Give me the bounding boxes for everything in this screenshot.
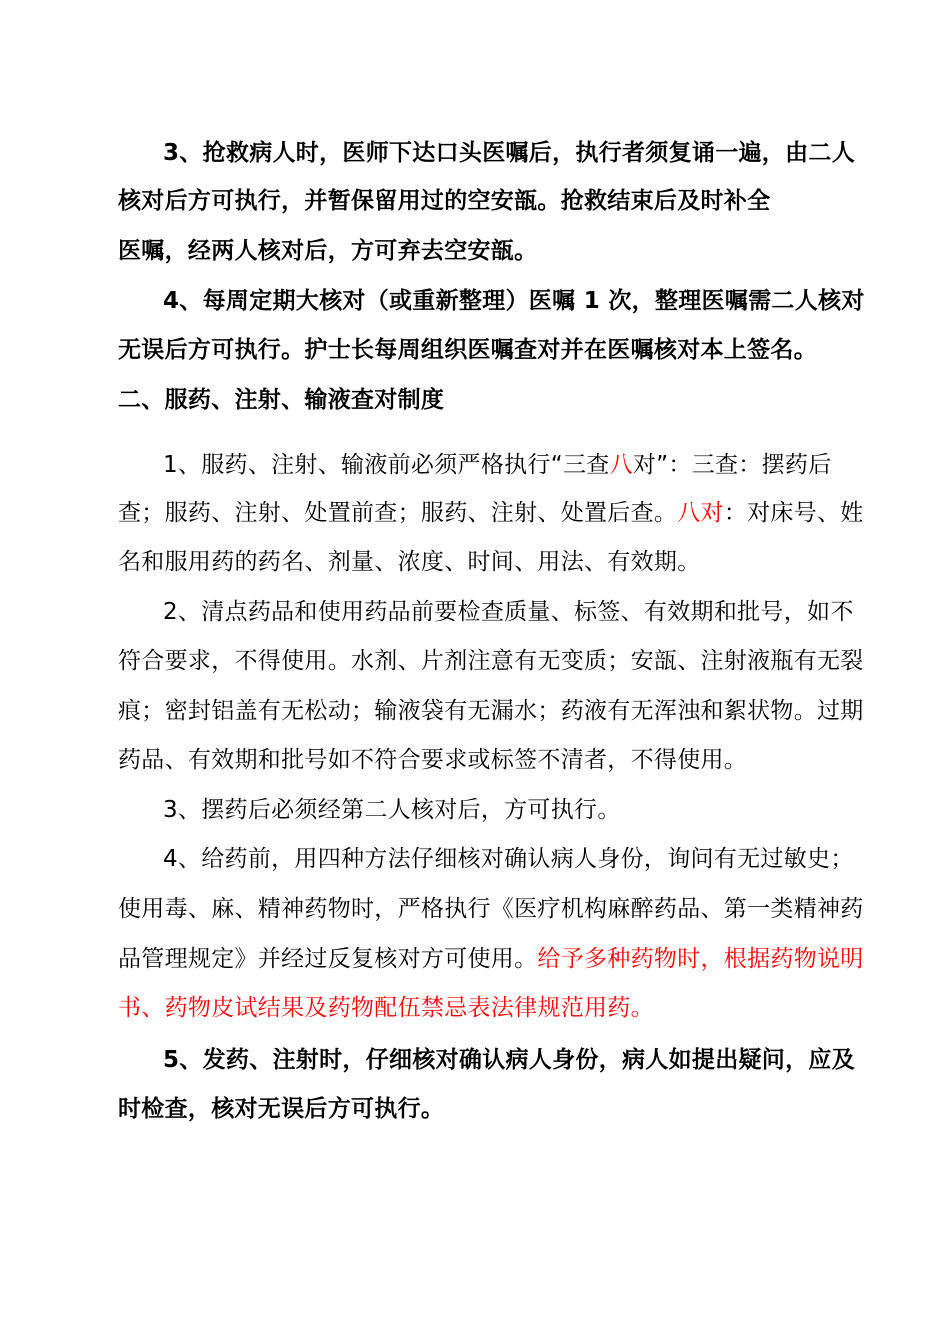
item3-line1: 3、抢救病人时，医师下达口头医嘱后，执行者须复诵一遍，由二人 (163, 140, 856, 166)
med-item5-line2: 时检查，核对无误后方可执行。 (118, 1096, 445, 1122)
med-item1-line1 (163, 450, 832, 480)
item3-line2: 核对后方可执行，并暂保留用过的空安瓿。抢救结束后及时补全 (118, 188, 771, 214)
med-item4-line1: 4、给药前，用四种方法仔细核对确认病人身份，询问有无过敏史； (163, 846, 854, 872)
med-item4-line3 (118, 944, 864, 974)
med-item2-line2: 符合要求，不得使用。水剂、片剂注意有无变质；安瓿、注射液瓶有无裂 (118, 648, 864, 674)
med-item2-line1: 2、清点药品和使用药品前要检查质量、标签、有效期和批号，如不 (163, 599, 854, 625)
med-item5-line1: 5、发药、注射时，仔细核对确认病人身份，病人如提出疑问，应及 (163, 1047, 856, 1073)
item4-line1: 4、每周定期大核对（或重新整理）医嘱 1 次，整理医嘱需二人核对 (163, 288, 865, 314)
med-item1-line1-highlight: 八 (609, 452, 633, 478)
med-item1-line2-text-a: 查；服药、注射、处置前查；服药、注射、处置后查。 (118, 500, 678, 526)
med-item2-line4: 药品、有效期和批号如不符合要求或标签不清者，不得使用。 (118, 747, 748, 773)
med-item2-line3: 痕；密封铝盖有无松动；输液袋有无漏水；药液有无浑浊和絮状物。过期 (118, 698, 864, 724)
item3-line3: 医嘱，经两人核对后，方可弃去空安瓿。 (118, 238, 538, 264)
med-item4-line4-highlight: 书、药物皮试结果及药物配伍禁忌表法律规范用药。 (118, 995, 654, 1021)
med-item1-line2 (118, 498, 864, 528)
med-item4-line3-highlight: 给予多种药物时，根据药物说明 (537, 946, 864, 972)
med-item1-line2-highlight: 八对 (677, 500, 724, 526)
section-heading: 二、服药、注射、输液查对制度 (118, 387, 445, 413)
med-item3-line1: 3、摆药后必须经第二人核对后，方可执行。 (163, 797, 621, 823)
med-item4-line2: 使用毒、麻、精神药物时，严格执行《医疗机构麻醉药品、第一类精神药 (118, 896, 864, 922)
med-item1-line2-text-b: ：对床号、姓 (723, 500, 864, 526)
item4-line2: 无误后方可执行。护士长每周组织医嘱查对并在医嘱核对本上签名。 (118, 337, 817, 363)
med-item1-line3: 名和服用药的药名、剂量、浓度、时间、用法、有效期。 (118, 549, 701, 575)
med-item1-line1-text-b: 对”：三查：摆药后 (632, 452, 832, 478)
med-item1-line1-text-a: 1、服药、注射、输液前必须严格执行“三查 (163, 452, 610, 478)
med-item4-line3-text: 品管理规定》并经过反复核对方可使用。 (118, 946, 538, 972)
